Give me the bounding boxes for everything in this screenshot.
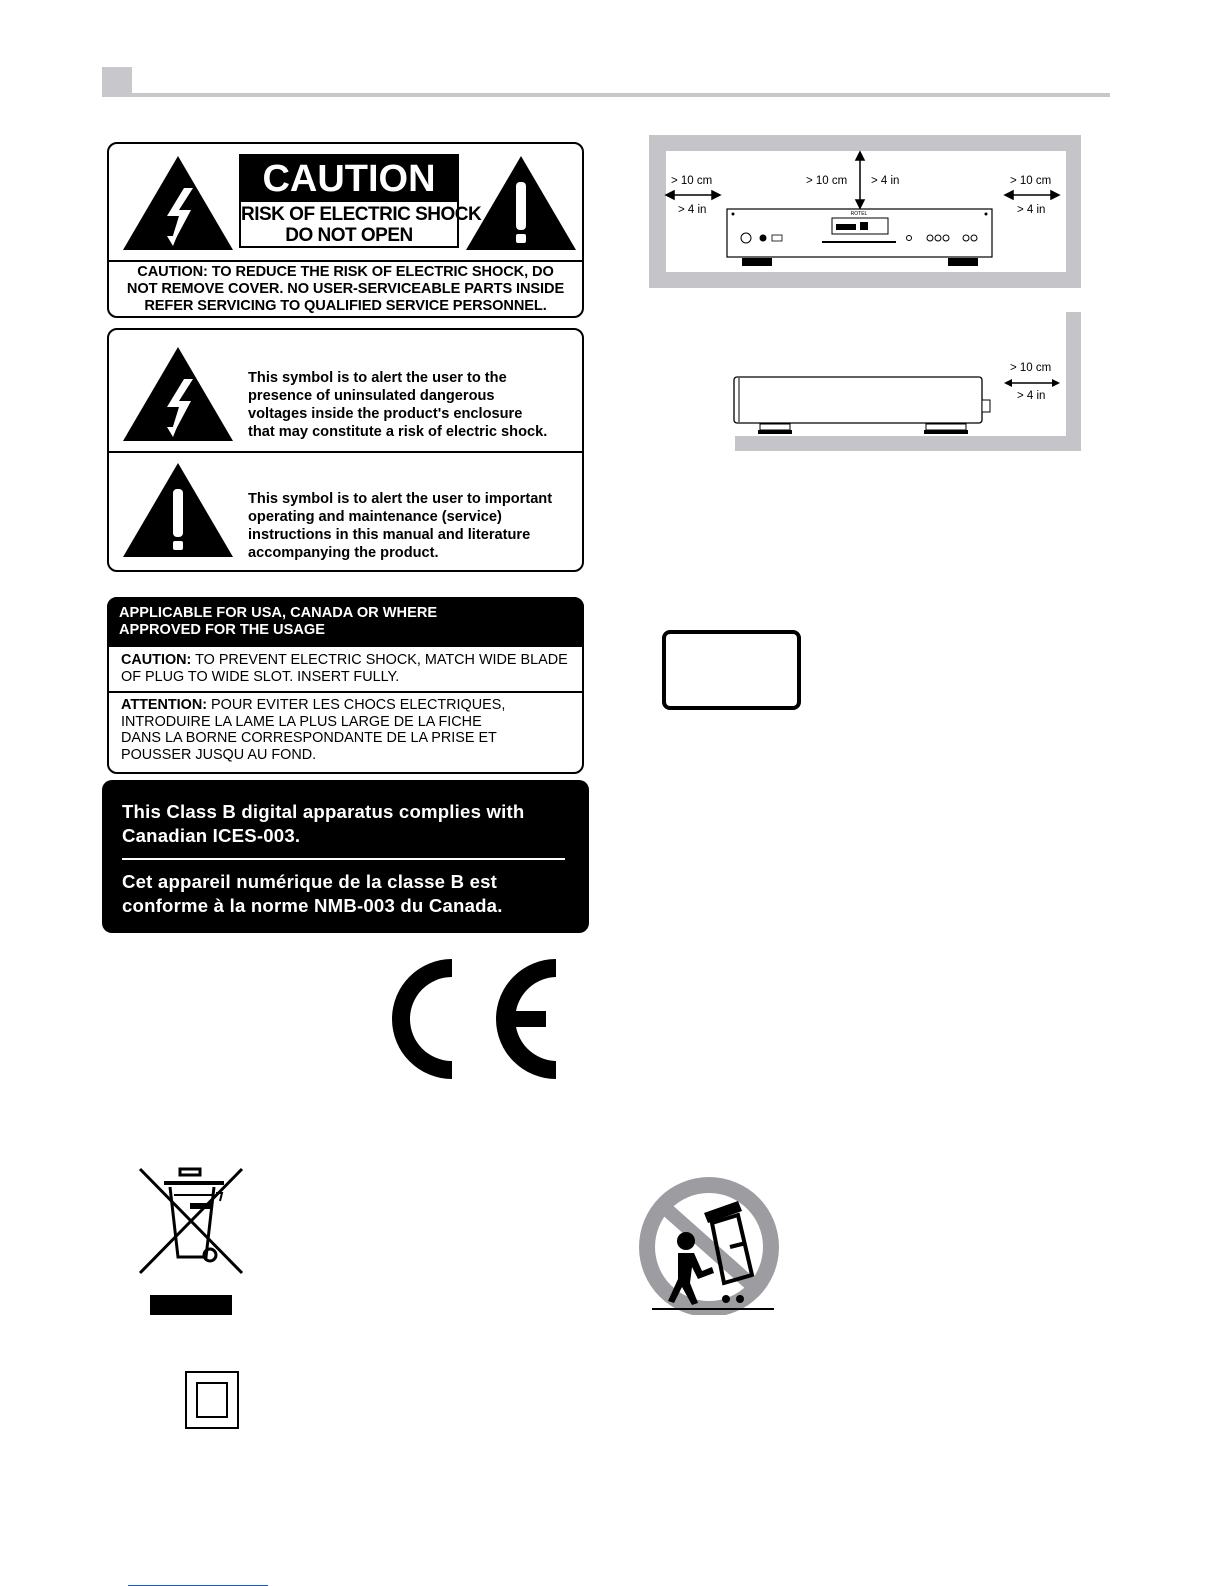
plug-caution-text bbox=[121, 652, 568, 685]
ices-french bbox=[122, 870, 503, 918]
ices-rule bbox=[122, 858, 565, 860]
front-top-cm: > 10 cm bbox=[806, 175, 848, 187]
plug-notice-box bbox=[107, 597, 584, 774]
rounded-frame-icon bbox=[662, 630, 801, 710]
text-line: Cet appareil numérique de la classe B est bbox=[122, 871, 498, 892]
caution-warning-line: CAUTION: TO REDUCE THE RISK OF ELECTRIC SHOCK, DO bbox=[137, 264, 554, 280]
exclamation-warning-icon bbox=[121, 461, 235, 559]
caution-do-not-open: DO NOT OPEN bbox=[285, 225, 413, 246]
text-line: voltages inside the product's enclosure bbox=[248, 406, 523, 422]
symbol-explanation-box bbox=[107, 328, 584, 572]
caution-label: CAUTION: bbox=[121, 652, 192, 668]
front-left-cm: > 10 cm bbox=[671, 175, 713, 187]
text-line: operating and maintenance (service) bbox=[248, 509, 502, 525]
inner-square bbox=[196, 1382, 228, 1418]
caution-sign bbox=[239, 154, 482, 248]
side-wall bbox=[1066, 312, 1081, 451]
text-line: instructions in this manual and literature bbox=[248, 527, 531, 543]
lightning-warning-icon bbox=[121, 154, 235, 252]
caution-warning-line: REFER SERVICING TO QUALIFIED SERVICE PERSONNEL. bbox=[144, 298, 547, 314]
text-line: presence of uninsulated dangerous bbox=[248, 388, 495, 404]
header-rule bbox=[132, 93, 1110, 97]
side-rear-in: > 4 in bbox=[1017, 390, 1046, 402]
side-floor bbox=[735, 436, 1081, 451]
ices-english bbox=[122, 800, 524, 848]
front-right-cm: > 10 cm bbox=[1010, 175, 1052, 187]
text-line: OF PLUG TO WIDE SLOT. INSERT FULLY. bbox=[121, 668, 400, 685]
caution-label-box bbox=[107, 142, 584, 318]
front-top-in: > 4 in bbox=[871, 175, 900, 187]
text-line: conforme à la norme NMB-003 du Canada. bbox=[122, 895, 503, 916]
header-square bbox=[102, 67, 132, 97]
text-line: APPROVED FOR THE USAGE bbox=[119, 622, 325, 638]
text-line: APPLICABLE FOR USA, CANADA OR WHERE bbox=[119, 605, 438, 621]
exclamation-explanation bbox=[248, 490, 552, 562]
caution-warning-line: NOT REMOVE COVER. NO USER-SERVICEABLE PARTS INSIDE bbox=[126, 281, 565, 297]
caution-warning-text bbox=[109, 264, 582, 315]
text-line: INTRODUIRE LA LAME LA PLUS LARGE DE LA FICHE bbox=[121, 713, 482, 730]
text-line: TO PREVENT ELECTRIC SHOCK, MATCH WIDE BLADE bbox=[191, 652, 568, 668]
caution-title: CAUTION bbox=[241, 156, 457, 202]
caution-risk-line: RISK OF ELECTRIC SHOCK bbox=[241, 204, 482, 225]
attention-label: ATTENTION: bbox=[121, 697, 208, 713]
text-line: DANS LA BORNE CORRESPONDANTE DE LA PRISE ET bbox=[121, 730, 497, 747]
plug-attention-text bbox=[121, 697, 505, 764]
ce-mark-icon bbox=[386, 957, 562, 1082]
side-view-illustration bbox=[730, 372, 998, 438]
lightning-warning-icon bbox=[121, 345, 235, 443]
weee-crossed-bin-icon bbox=[136, 1165, 246, 1317]
text-line: POUSSER JUSQU AU FOND. bbox=[121, 747, 317, 764]
plug-notice-header bbox=[107, 597, 584, 647]
lightning-explanation bbox=[248, 369, 547, 441]
text-line: This symbol is to alert the user to the bbox=[248, 370, 507, 386]
text-line: This symbol is to alert the user to important bbox=[248, 491, 553, 507]
ices-notice-box bbox=[102, 780, 589, 933]
front-left-in: > 4 in bbox=[678, 204, 707, 216]
front-right-in: > 4 in bbox=[1017, 204, 1046, 216]
text-line: that may constitute a risk of electric shock. bbox=[248, 424, 548, 440]
caution-label-top bbox=[109, 144, 582, 262]
side-rear-cm: > 10 cm bbox=[1010, 362, 1052, 374]
symbol-divider bbox=[109, 451, 582, 453]
text-line: accompanying the product. bbox=[248, 545, 439, 561]
exclamation-warning-icon bbox=[464, 154, 578, 252]
plug-divider bbox=[109, 691, 582, 693]
front-brand-label: ROTEL bbox=[850, 211, 868, 217]
text-line: This Class B digital apparatus complies with bbox=[122, 801, 525, 822]
side-clearance-arrow bbox=[1000, 376, 1064, 390]
front-panel-illustration bbox=[726, 208, 994, 270]
cart-tip-over-warning-icon bbox=[634, 1175, 784, 1315]
double-insulation-icon bbox=[185, 1371, 239, 1429]
text-line: Canadian ICES-003. bbox=[122, 825, 301, 846]
text-line: POUR EVITER LES CHOCS ELECTRIQUES, bbox=[207, 697, 506, 713]
